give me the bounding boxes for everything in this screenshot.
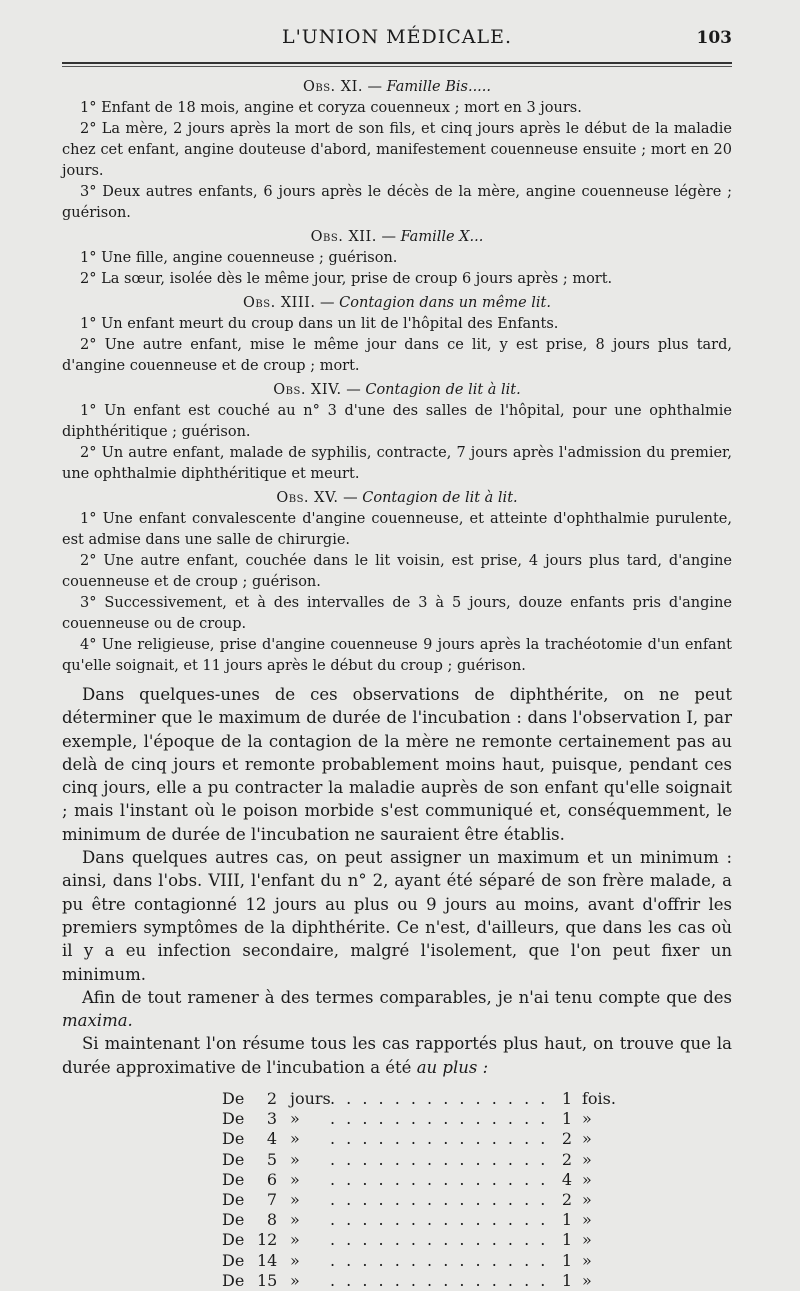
observation-name: Contagion dans un même lit. <box>339 295 551 311</box>
observation-title <box>62 226 732 248</box>
incubation-count: 2 <box>561 1129 572 1149</box>
incubation-unit: » <box>290 1109 300 1129</box>
incubation-suffix: » <box>582 1149 592 1169</box>
observation-name: Contagion de lit à lit. <box>362 490 518 506</box>
incubation-unit: » <box>290 1270 300 1290</box>
incubation-suffix: » <box>582 1250 592 1270</box>
observation-dash: — <box>362 79 387 95</box>
incubation-suffix: » <box>582 1230 592 1250</box>
leader-dots: . . . . . . . . . . . . . . <box>330 1270 549 1290</box>
incubation-count: 2 <box>561 1149 572 1169</box>
incubation-row <box>62 1150 732 1170</box>
paragraph-maxima-emphasis: maxima. <box>62 1011 133 1031</box>
incubation-row <box>62 1210 732 1230</box>
incubation-suffix: » <box>582 1210 592 1230</box>
page-number: 103 <box>696 28 732 48</box>
incubation-unit: » <box>290 1210 300 1230</box>
leader-dots: . . . . . . . . . . . . . . <box>330 1230 549 1250</box>
observation-item: 2° La mère, 2 jours après la mort de son fils, et cinq jours après le début de la maladie chez cet enfant, angine douteuse d'abord, manifestement couenneuse ensuite ; mort en 20 jours. <box>62 121 732 179</box>
incubation-row <box>62 1271 732 1291</box>
observation-item: 1° Un enfant est couché au n° 3 d'une des salles de l'hôpital, pour une ophthalmie diphthéritique ; guérison. <box>62 403 732 440</box>
incubation-de: De <box>222 1210 245 1230</box>
leader-dots: . . . . . . . . . . . . . . <box>330 1189 549 1209</box>
incubation-de: De <box>222 1129 245 1149</box>
incubation-count: 4 <box>561 1169 572 1189</box>
incubation-count: 1 <box>561 1210 572 1230</box>
observation-name: Famille X... <box>400 229 484 245</box>
incubation-de: De <box>222 1230 245 1250</box>
observations <box>62 76 732 677</box>
incubation-count: 2 <box>561 1189 572 1209</box>
observation-title <box>62 379 732 401</box>
incubation-row <box>62 1230 732 1250</box>
incubation-unit: » <box>290 1250 300 1270</box>
observation-item: 4° Une religieuse, prise d'angine couenneuse 9 jours après la trachéotomie d'un enfant qu'elle soignait, et 11 jours après le début du croup ; guérison. <box>62 637 732 674</box>
observation-item: 2° Une autre enfant, couchée dans le lit voisin, est prise, 4 jours plus tard, d'angine couenneuse et de croup ; guérison. <box>62 553 732 590</box>
paragraph-maxima-text: Afin de tout ramener à des termes comparables, je n'ai tenu compte que des <box>82 987 732 1007</box>
running-title: L'UNION MÉDICALE. <box>281 26 513 48</box>
incubation-unit: » <box>290 1129 300 1149</box>
observation-number: Obs. XIV. <box>273 382 342 398</box>
incubation-row <box>62 1251 732 1271</box>
incubation-suffix: » <box>582 1169 592 1189</box>
incubation-unit: » <box>290 1149 300 1169</box>
observation-item: 1° Une fille, angine couenneuse ; guérison. <box>80 250 398 266</box>
incubation-unit: » <box>290 1230 300 1250</box>
observation-name: Famille Bis..... <box>386 79 492 95</box>
incubation-row <box>62 1129 732 1149</box>
incubation-days: 3 <box>266 1109 277 1129</box>
incubation-de: De <box>222 1089 245 1109</box>
incubation-days: 5 <box>266 1149 277 1169</box>
leader-dots: . . . . . . . . . . . . . . <box>330 1250 549 1270</box>
observation-number: Obs. XIII. <box>243 295 316 311</box>
observation-item: 1° Un enfant meurt du croup dans un lit de l'hôpital des Enfants. <box>80 316 559 332</box>
observation-title <box>62 487 732 509</box>
incubation-unit: » <box>290 1169 300 1189</box>
incubation-count: 1 <box>561 1230 572 1250</box>
observation-item: 1° Enfant de 18 mois, angine et coryza couenneux ; mort en 3 jours. <box>80 100 582 116</box>
observation-dash: — <box>341 382 366 398</box>
incubation-days: 4 <box>266 1129 277 1149</box>
paragraph-summary <box>62 1032 732 1079</box>
leader-dots: . . . . . . . . . . . . . . <box>330 1210 549 1230</box>
observation-dash: — <box>315 295 340 311</box>
incubation-days: 12 <box>257 1230 278 1250</box>
incubation-days: 15 <box>257 1270 278 1290</box>
incubation-row <box>62 1109 732 1129</box>
observation-item: 2° La sœur, isolée dès le même jour, prise de croup 6 jours après ; mort. <box>80 271 613 287</box>
incubation-suffix: » <box>582 1189 592 1209</box>
incubation-de: De <box>222 1169 245 1189</box>
paragraph-maximum-minimum: Dans quelques autres cas, on peut assigner un maximum et un minimum : ainsi, dans l'obs. VIII, l'enfant du n° 2, ayant été séparé de son frère malade, a pu être contagionné 12 jours au plus ou 9 jours au moins, avant d'offrir les premiers symptômes de la diphthérite. Ce n'est, d'ailleurs, que dans les cas où il y a eu infection secondaire, malgré l'isolement, que l'on peut fixer un minimum. <box>62 848 732 984</box>
incubation-count: 1 <box>561 1089 572 1109</box>
incubation-de: De <box>222 1189 245 1209</box>
incubation-count: 1 <box>561 1109 572 1129</box>
observation-item: 3° Successivement, et à des intervalles de 3 à 5 jours, douze enfants pris d'angine couenneuse ou de croup. <box>62 595 732 632</box>
incubation-days: 6 <box>266 1169 277 1189</box>
observation-item: 1° Une enfant convalescente d'angine couenneuse, et atteinte d'ophthalmie purulente, est admise dans une salle de chirurgie. <box>62 511 732 548</box>
leader-dots: . . . . . . . . . . . . . . <box>330 1129 549 1149</box>
leader-dots: . . . . . . . . . . . . . . <box>330 1169 549 1189</box>
incubation-suffix: » <box>582 1129 592 1149</box>
incubation-days: 8 <box>266 1210 277 1230</box>
leader-dots: . . . . . . . . . . . . . . <box>330 1089 549 1109</box>
incubation-suffix: » <box>582 1270 592 1290</box>
incubation-de: De <box>222 1109 245 1129</box>
header-rule <box>62 62 732 64</box>
observation-number: Obs. XI. <box>302 79 363 95</box>
leader-dots: . . . . . . . . . . . . . . <box>330 1109 549 1129</box>
incubation-table <box>62 1089 732 1291</box>
observation-title <box>62 292 732 314</box>
incubation-suffix: fois. <box>582 1089 616 1109</box>
observation-dash: — <box>338 490 363 506</box>
paragraph-maxima <box>62 986 732 1033</box>
incubation-days: 2 <box>266 1089 277 1109</box>
paragraph-summary-text: Si maintenant l'on résume tous les cas rapportés plus haut, on trouve que la durée approximative de l'incubation a été <box>62 1034 732 1077</box>
observation-title <box>62 76 732 98</box>
leader-dots: . . . . . . . . . . . . . . <box>330 1149 549 1169</box>
incubation-de: De <box>222 1270 245 1290</box>
observation-number: Obs. XII. <box>310 229 377 245</box>
incubation-days: 7 <box>266 1189 277 1209</box>
page-header <box>62 26 732 56</box>
observation-item: 2° Une autre enfant, mise le même jour dans ce lit, y est prise, 8 jours plus tard, d'angine couenneuse et de croup ; mort. <box>62 337 732 374</box>
observation-number: Obs. XV. <box>276 490 339 506</box>
incubation-row <box>62 1190 732 1210</box>
incubation-row <box>62 1089 732 1109</box>
observation-name: Contagion de lit à lit. <box>365 382 521 398</box>
incubation-row <box>62 1170 732 1190</box>
observation-item: 3° Deux autres enfants, 6 jours après le décès de la mère, angine couenneuse légère ; guérison. <box>62 184 732 221</box>
paragraph-incubation-maximum: Dans quelques-unes de ces observations de diphthérite, on ne peut déterminer que le maximum de durée de l'incubation : dans l'observation I, par exemple, l'époque de la contagion de la mère ne remonte certainement pas au delà de cinq jours et remonte probablement moins haut, puisque, pendant ces cinq jours, elle a pu contracter la maladie auprès de son enfant qu'elle soignait ; mais l'instant où le poison morbide s'est communiqué et, conséquemment, le minimum de durée de l'incubation ne sauraient être établis. <box>62 685 732 844</box>
incubation-count: 1 <box>561 1270 572 1290</box>
page-content <box>62 74 732 1291</box>
observation-dash: — <box>376 229 401 245</box>
header-rule-thin <box>62 66 732 67</box>
incubation-de: De <box>222 1250 245 1270</box>
incubation-de: De <box>222 1149 245 1169</box>
paragraph-summary-emphasis: au plus : <box>416 1057 489 1077</box>
observation-item: 2° Un autre enfant, malade de syphilis, contracte, 7 jours après l'admission du premier, une ophthalmie diphthéritique et meurt. <box>62 445 732 482</box>
incubation-count: 1 <box>561 1250 572 1270</box>
incubation-suffix: » <box>582 1109 592 1129</box>
incubation-days: 14 <box>257 1250 278 1270</box>
incubation-unit: » <box>290 1189 300 1209</box>
incubation-unit: jours <box>290 1089 331 1109</box>
